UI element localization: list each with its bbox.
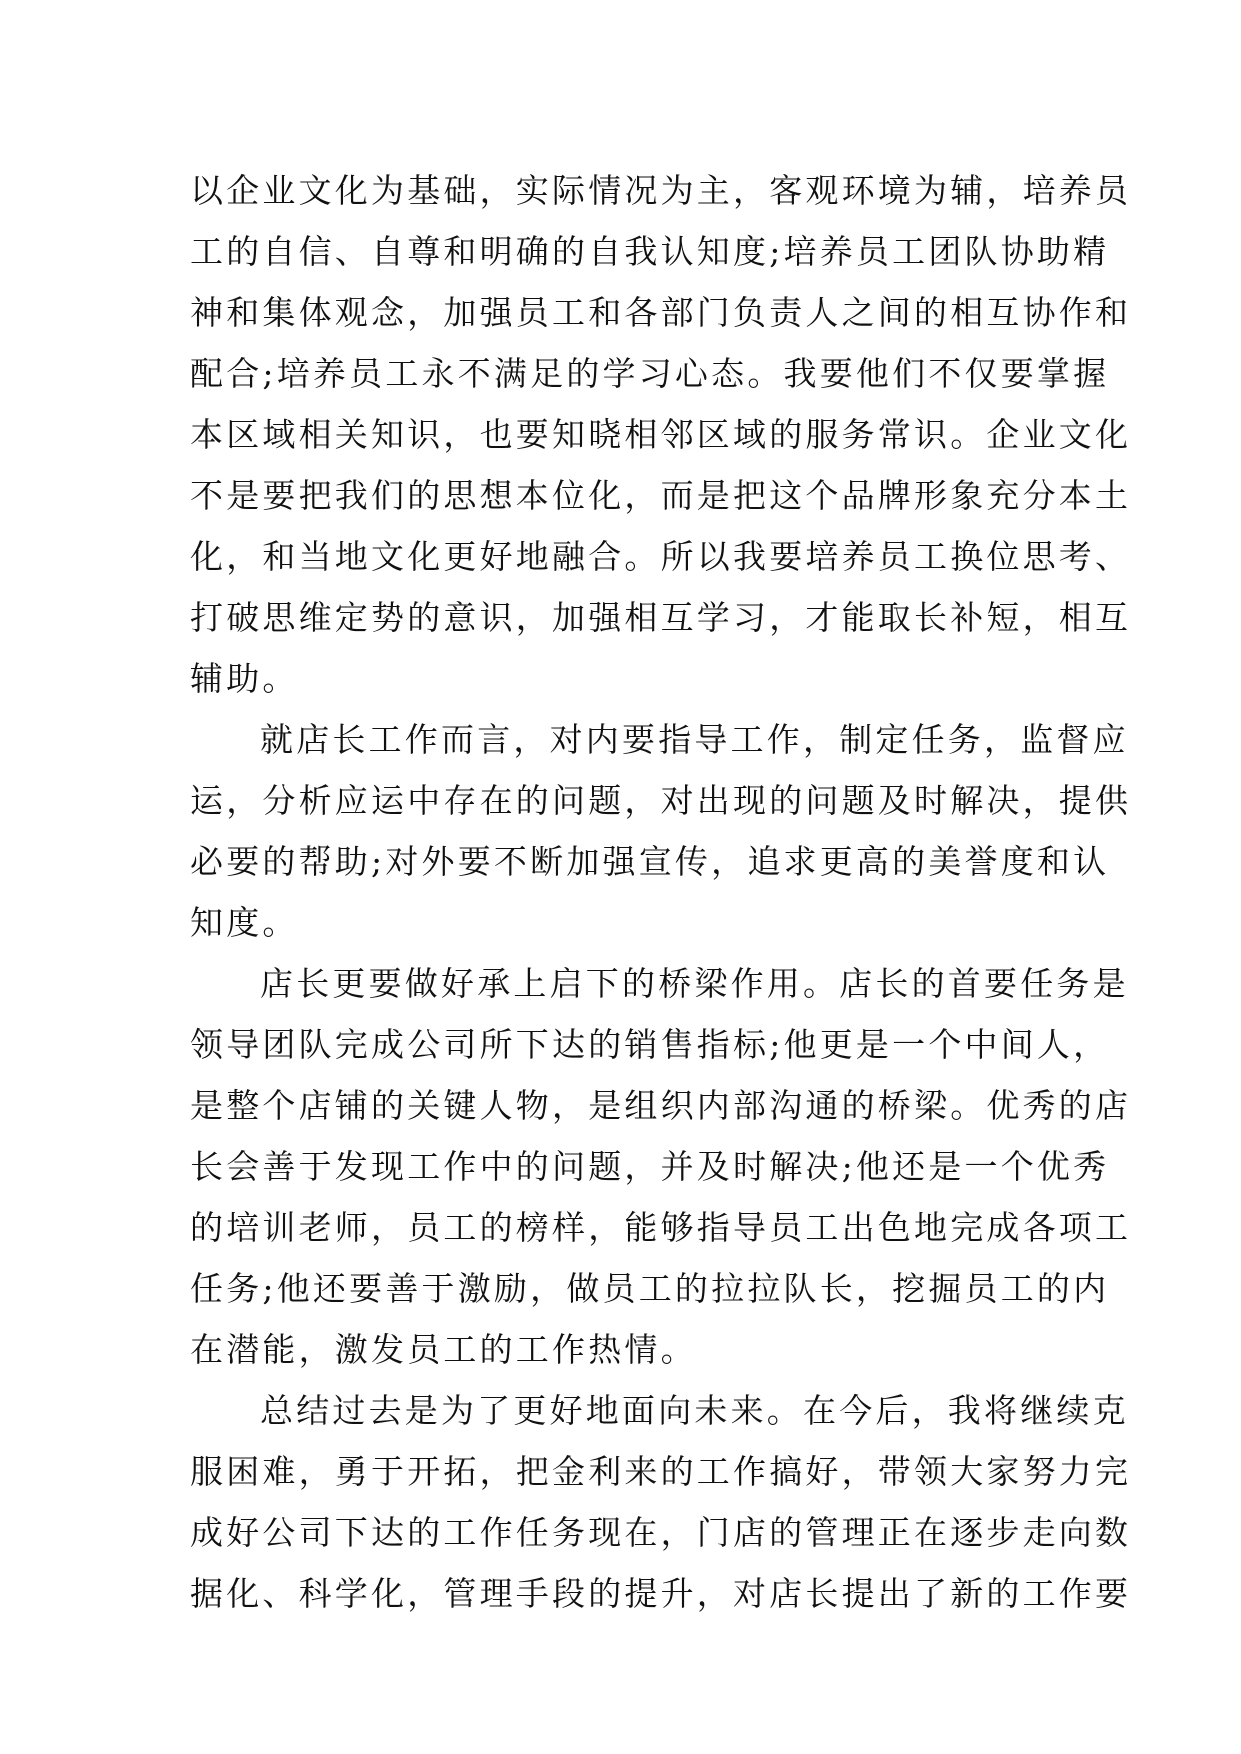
text-line: 的培训老师，员工的榜样，能够指导员工出色地完成各项工 [190, 1208, 1132, 1247]
text-line: 领导团队完成公司所下达的销售指标;他更是一个中间人， [190, 1025, 1110, 1064]
text-line: 配合;培养员工永不满足的学习心态。我要他们不仅要掌握 [190, 354, 1110, 393]
paragraph-3 [190, 953, 1132, 1380]
text-line: 总结过去是为了更好地面向未来。在今后，我将继续克 [260, 1391, 1129, 1430]
text-line: 知度。 [190, 903, 299, 942]
paragraph-1 [190, 160, 1132, 709]
text-line: 辅助。 [190, 659, 299, 698]
text-line: 工的自信、自尊和明确的自我认知度;培养员工团队协助精 [190, 232, 1110, 271]
text-line: 不是要把我们的思想本位化，而是把这个品牌形象充分本土 [190, 476, 1132, 515]
text-line: 服困难，勇于开拓，把金利来的工作搞好，带领大家努力完 [190, 1452, 1132, 1491]
text-line: 本区域相关知识，也要知晓相邻区域的服务常识。企业文化 [190, 415, 1132, 454]
text-line: 店长更要做好承上启下的桥梁作用。店长的首要任务是 [260, 964, 1129, 1003]
text-line: 长会善于发现工作中的问题，并及时解决;他还是一个优秀 [190, 1147, 1110, 1186]
paragraph-4 [190, 1380, 1132, 1624]
paragraph-2 [190, 709, 1132, 953]
text-line: 任务;他还要善于激励，做员工的拉拉队长，挖掘员工的内 [190, 1269, 1110, 1308]
text-line: 就店长工作而言，对内要指导工作，制定任务，监督应 [260, 720, 1129, 759]
text-line: 据化、科学化，管理手段的提升，对店长提出了新的工作要 [190, 1574, 1132, 1613]
document-body [190, 160, 1132, 1624]
text-line: 是整个店铺的关键人物，是组织内部沟通的桥梁。优秀的店 [190, 1086, 1132, 1125]
text-line: 运，分析应运中存在的问题，对出现的问题及时解决，提供 [190, 781, 1132, 820]
text-line: 神和集体观念，加强员工和各部门负责人之间的相互协作和 [190, 293, 1132, 332]
text-line: 成好公司下达的工作任务现在，门店的管理正在逐步走向数 [190, 1513, 1132, 1552]
text-line: 必要的帮助;对外要不断加强宣传，追求更高的美誉度和认 [190, 842, 1110, 881]
text-line: 以企业文化为基础，实际情况为主，客观环境为辅，培养员 [190, 171, 1132, 210]
text-line: 化，和当地文化更好地融合。所以我要培养员工换位思考、 [190, 537, 1132, 576]
text-line: 打破思维定势的意识，加强相互学习，才能取长补短，相互 [190, 598, 1132, 637]
text-line: 在潜能，激发员工的工作热情。 [190, 1330, 697, 1369]
